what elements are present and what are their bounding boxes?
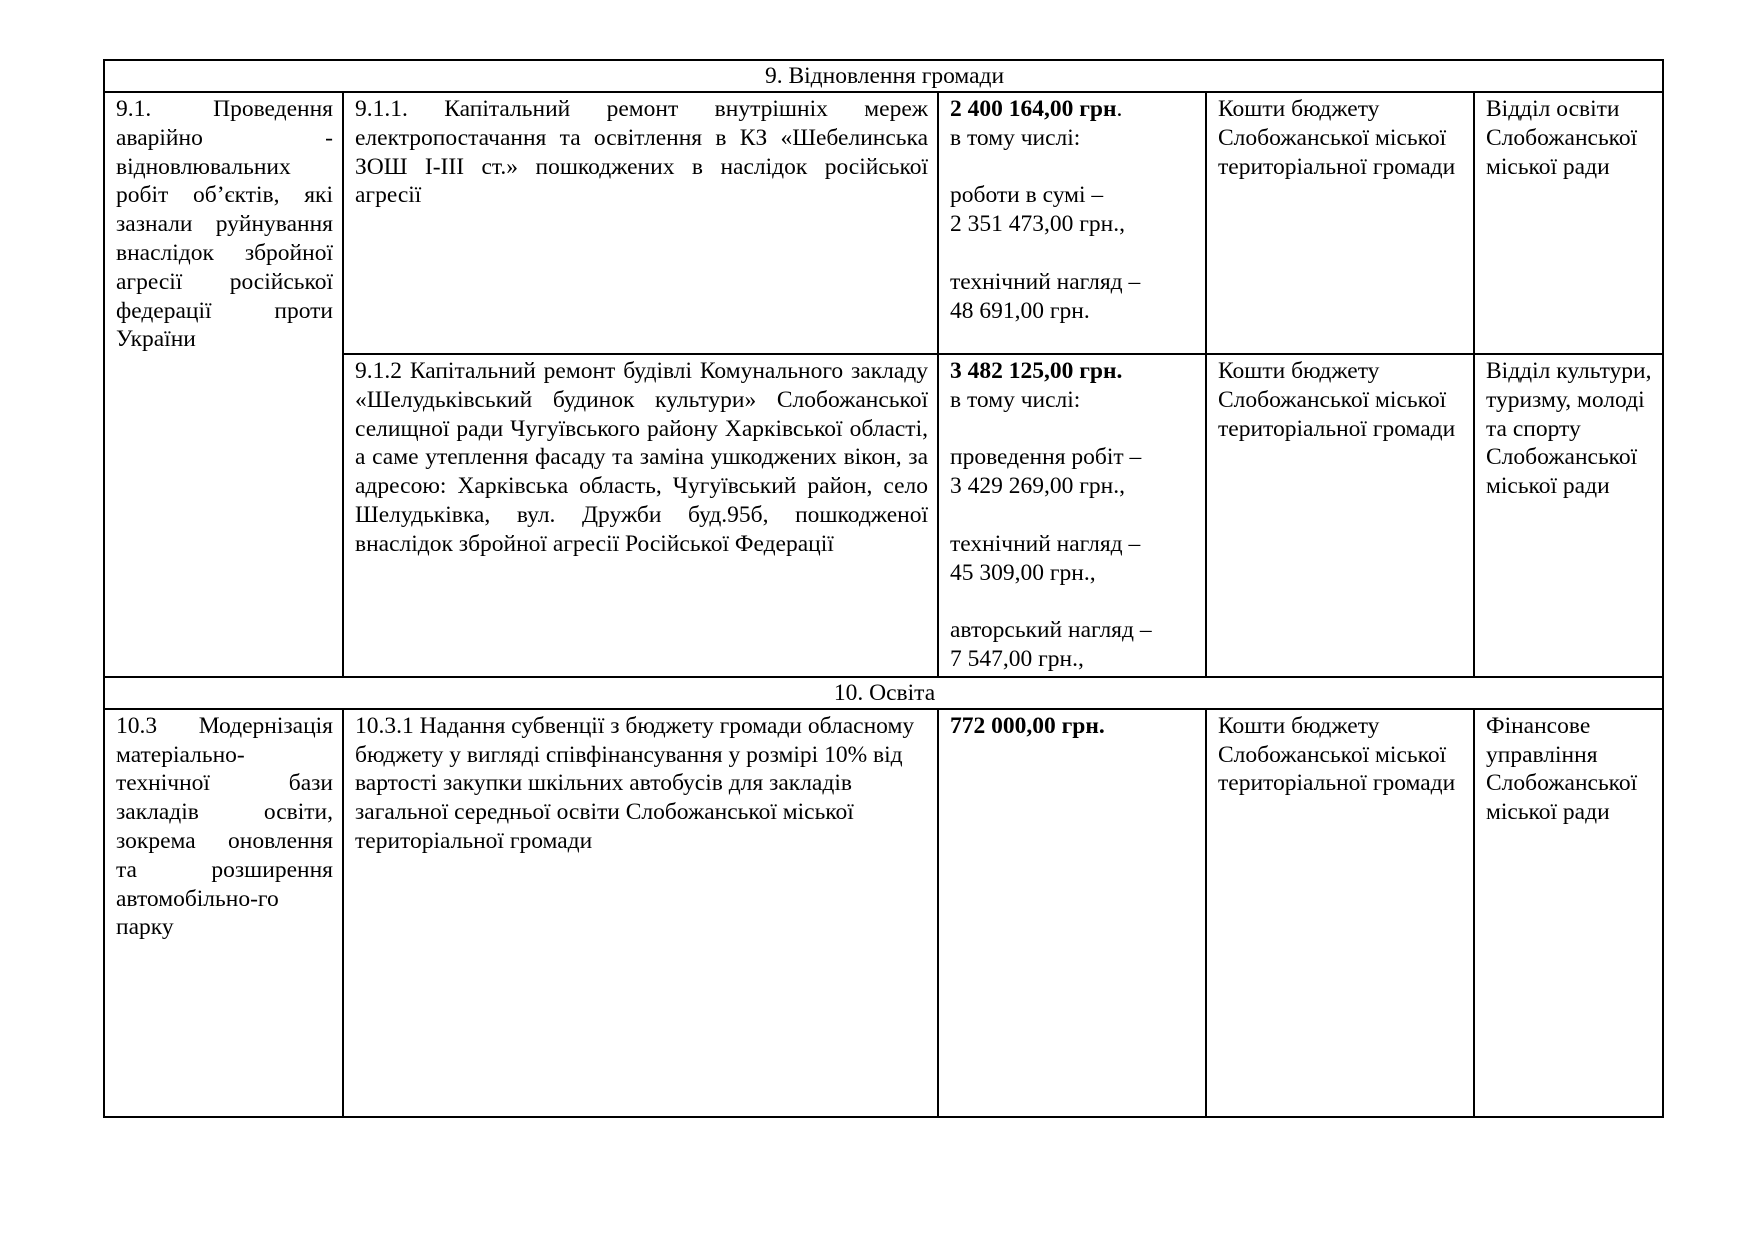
executor-cell [1474, 709, 1663, 1117]
breakdown-value: 3 429 269,00 грн., [950, 473, 1125, 500]
executor: Фінансове управління Слобожанської міської ради [1486, 712, 1638, 826]
amount-total: 3 482 125,00 грн. [950, 358, 1123, 384]
spacer [950, 587, 1196, 616]
breakdown-value: 48 691,00 грн. [950, 297, 1090, 324]
table-row [104, 709, 1663, 1117]
spacer [950, 239, 1196, 268]
amount-total: 2 400 164,00 грн [950, 96, 1117, 122]
executor: Відділ культури, туризму, молоді та спорту Слобожанської міської ради [1486, 358, 1652, 500]
task-label: 9.1. Проведення аварійно - відновлювальних робіт об’єктів, які зазнали руйнування внаслідок збройної агресії російської федерації проти України [116, 96, 333, 353]
amount-including: в тому числі: [950, 386, 1081, 413]
executor: Відділ освіти Слобожанської міської ради [1486, 96, 1638, 180]
breakdown-value: 45 309,00 грн., [950, 559, 1096, 586]
executor-cell [1474, 354, 1663, 677]
funding-source-cell [1206, 354, 1474, 677]
task-cell [104, 709, 343, 1117]
task-cell [104, 92, 343, 677]
section-header-row [104, 60, 1663, 92]
breakdown-label: технічний нагляд – [950, 530, 1141, 557]
breakdown-label: роботи в сумі – [950, 182, 1104, 209]
amount-cell [938, 92, 1206, 354]
executor-cell [1474, 92, 1663, 354]
breakdown-label: авторський нагляд – [950, 617, 1152, 644]
program-measures-table [103, 59, 1664, 1118]
amount-cell [938, 354, 1206, 677]
section-title: 9. Відновлення громади [104, 60, 1663, 92]
breakdown-label: технічний нагляд – [950, 268, 1141, 295]
funding-source: Кошти бюджету Слобожанської міської територіальної громади [1218, 358, 1456, 442]
breakdown-value: 2 351 473,00 грн., [950, 211, 1125, 238]
spacer [950, 153, 1196, 182]
breakdown-value: 7 547,00 грн., [950, 645, 1084, 672]
measure-name: 9.1.1. Капітальний ремонт внутрішніх мереж електропостачання та освітлення в КЗ «Шебелинська ЗОШ І-ІІІ ст.» пошкоджених в наслідок російської агресії [355, 96, 928, 209]
spacer [950, 415, 1196, 444]
task-label: 10.3 Модернізація матеріально-технічної бази закладів освіти, зокрема оновлення та розширення автомобільно-го парку [116, 712, 333, 941]
measure-name-cell [343, 709, 938, 1117]
breakdown-label: проведення робіт – [950, 444, 1142, 471]
amount-including: в тому числі: [950, 124, 1081, 151]
section-header-row [104, 677, 1663, 709]
funding-source-cell [1206, 92, 1474, 354]
spacer [950, 501, 1196, 530]
measure-name: 10.3.1 Надання субвенції з бюджету громади обласному бюджету у вигляді співфінансування у розмірі 10% від вартості закупки шкільних автобусів для закладів загальної середньої освіти Слобожанської міської територіальної громади [355, 712, 915, 854]
measure-name-cell [343, 354, 938, 677]
amount-total-suffix: . [1116, 96, 1123, 122]
amount-cell [938, 709, 1206, 1117]
funding-source: Кошти бюджету Слобожанської міської територіальної громади [1218, 96, 1456, 180]
measure-name-cell [343, 92, 938, 354]
funding-source-cell [1206, 709, 1474, 1117]
measure-name: 9.1.2 Капітальний ремонт будівлі Комунального закладу «Шелудьківський будинок культури» Слобожанської селищної ради Чугуївського району Харківської області, а саме утеплення фасаду та заміна ушкоджених вікон, за адресою: Харківська область, Чугуївський район, село Шелудьківка, вул. Дружби буд.95б, пошкодженої внаслідок збройної агресії Російської Федерації [355, 358, 928, 557]
funding-source: Кошти бюджету Слобожанської міської територіальної громади [1218, 712, 1456, 797]
table-row [104, 92, 1663, 354]
section-title: 10. Освіта [104, 677, 1663, 709]
amount-total: 772 000,00 грн. [950, 712, 1105, 739]
